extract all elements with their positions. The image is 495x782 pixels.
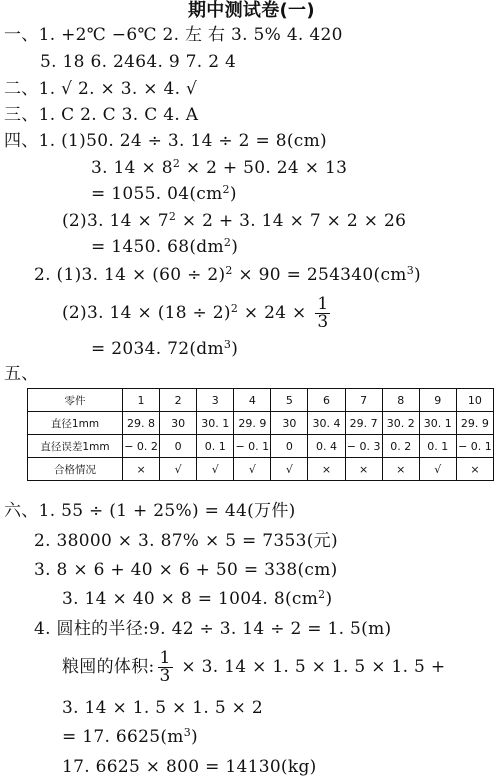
pass-status-cell: √ (271, 458, 308, 481)
part-number-cell: 10 (456, 389, 493, 412)
error-cell: 0 (271, 435, 308, 458)
diameter-cell: 29. 9 (234, 412, 271, 435)
answer-line-11 (62, 293, 333, 333)
expr-text: = 1055. 04(cm (91, 184, 223, 204)
exponent: 2 (222, 183, 230, 196)
fraction-denominator: 3 (317, 312, 329, 332)
pass-status-cell: √ (234, 458, 271, 481)
part-number-cell: 6 (308, 389, 345, 412)
error-cell: 0. 4 (308, 435, 345, 458)
diameter-cell: 30. 1 (419, 412, 456, 435)
part-number-cell: 7 (345, 389, 382, 412)
expr-text: (2)3. 14 × (18 ÷ 2) (62, 303, 231, 323)
expr-text: = 2034. 72(dm (91, 339, 224, 359)
table-row (28, 458, 494, 481)
error-cell: − 0. 1 (456, 435, 493, 458)
expr-text: 粮囤的体积: (62, 657, 155, 677)
diameter-cell: 30. 1 (197, 412, 234, 435)
table-row (28, 389, 494, 412)
error-cell: − 0. 1 (234, 435, 271, 458)
part-number-cell: 4 (234, 389, 271, 412)
diameter-cell: 29. 7 (345, 412, 382, 435)
answer-line-2: 5. 18 6. 2464. 9 7. 2 4 (40, 52, 237, 72)
expr-text: 3. 14 × 8 (91, 158, 173, 178)
fraction-one-third (158, 650, 173, 685)
answer-line-4: 三、1. C 2. C 3. C 4. A (4, 105, 199, 125)
answer-line-12 (91, 338, 238, 360)
part-number-cell: 2 (160, 389, 197, 412)
error-cell: 0. 1 (197, 435, 234, 458)
expr-text: ) (229, 184, 237, 204)
exponent: 3 (406, 264, 415, 277)
answer-line-14: 2. 38000 × 3. 87% × 5 = 7353(元) (34, 531, 338, 551)
error-cell: − 0. 2 (123, 435, 160, 458)
answer-line-7 (91, 183, 237, 205)
fraction-numerator: 1 (159, 648, 171, 668)
row-header: 合格情况 (28, 458, 123, 481)
exponent: 2 (318, 588, 326, 601)
expr-text: × 24 × (238, 303, 313, 323)
pass-status-cell: × (308, 458, 345, 481)
expr-text: 3. 14 × 40 × 8 = 1004. 8(cm (62, 589, 319, 609)
expr-text: × 2 + 50. 24 × 13 (180, 158, 348, 178)
expr-text: × 90 = 254340(cm (232, 265, 407, 285)
page-title: 期中测试卷(一) (188, 0, 315, 21)
answer-line-17: 4. 圆柱的半径:9. 42 ÷ 3. 14 ÷ 2 = 1. 5(m) (34, 619, 392, 639)
answer-line-13: 六、1. 55 ÷ (1 + 25%) = 44(万件) (4, 501, 296, 521)
exponent: 2 (223, 236, 232, 249)
error-cell: 0. 1 (419, 435, 456, 458)
table-row (28, 412, 494, 435)
diameter-cell: 30. 4 (308, 412, 345, 435)
expr-text: ) (231, 339, 239, 359)
exponent: 2 (172, 157, 181, 170)
row-header: 直径误差1mm (28, 435, 123, 458)
answer-line-20 (62, 726, 198, 748)
expr-text: × 3. 14 × 1. 5 × 1. 5 × 1. 5 + (175, 657, 446, 677)
answer-line-8 (62, 210, 406, 232)
expr-text: × 2 + 3. 14 × 7 × 2 × 26 (176, 211, 407, 231)
table-row (28, 435, 494, 458)
fraction-numerator: 1 (317, 294, 329, 314)
answer-line-18 (62, 647, 445, 687)
row-header: 零件 (28, 389, 123, 412)
fraction-one-third (315, 296, 330, 331)
exponent: 3 (223, 338, 232, 351)
answer-line-10 (34, 264, 421, 286)
pass-status-cell: √ (197, 458, 234, 481)
expr-text: ) (325, 589, 333, 609)
expr-text: 2. (1)3. 14 × (60 ÷ 2) (34, 265, 226, 285)
diameter-cell: 29. 8 (123, 412, 160, 435)
exponent: 2 (168, 210, 177, 223)
pass-status-cell: × (345, 458, 382, 481)
pass-status-cell: × (382, 458, 419, 481)
answer-line-5: 四、1. (1)50. 24 ÷ 3. 14 ÷ 2 = 8(cm) (4, 131, 327, 151)
row-header: 直径1mm (28, 412, 123, 435)
exponent: 3 (183, 726, 192, 739)
expr-text: = 17. 6625(m (62, 727, 184, 747)
part-number-cell: 1 (123, 389, 160, 412)
expr-text: (2)3. 14 × 7 (62, 211, 169, 231)
diameter-cell: 30. 2 (382, 412, 419, 435)
answer-line-3: 二、1. √ 2. × 3. × 4. √ (4, 79, 198, 99)
pass-status-cell: √ (160, 458, 197, 481)
exponent: 2 (225, 264, 233, 277)
error-cell: − 0. 3 (345, 435, 382, 458)
answer-line-16 (62, 588, 332, 610)
answer-line-1: 一、1. +2℃ −6℃ 2. 左 右 3. 5% 4. 420 (4, 25, 343, 45)
diameter-cell: 30 (160, 412, 197, 435)
exponent: 2 (230, 302, 239, 315)
answer-line-19: 3. 14 × 1. 5 × 1. 5 × 2 (62, 698, 264, 718)
answer-line-21: 17. 6625 × 800 = 14130(kg) (62, 757, 317, 777)
pass-status-cell: × (456, 458, 493, 481)
diameter-cell: 29. 9 (456, 412, 493, 435)
error-cell: 0 (160, 435, 197, 458)
parts-inspection-table (27, 388, 494, 481)
part-number-cell: 8 (382, 389, 419, 412)
expr-text: ) (191, 727, 198, 747)
expr-text: ) (231, 237, 239, 257)
part-number-cell: 3 (197, 389, 234, 412)
part-number-cell: 5 (271, 389, 308, 412)
diameter-cell: 30 (271, 412, 308, 435)
pass-status-cell: √ (419, 458, 456, 481)
part-number-cell: 9 (419, 389, 456, 412)
error-cell: 0. 2 (382, 435, 419, 458)
answer-line-6 (91, 157, 347, 179)
answer-line-15: 3. 8 × 6 + 40 × 6 + 50 = 338(cm) (34, 560, 338, 580)
answer-line-9 (91, 236, 238, 258)
section-five-label: 五、 (4, 364, 39, 384)
fraction-denominator: 3 (159, 666, 171, 686)
pass-status-cell: × (123, 458, 160, 481)
expr-text: = 1450. 68(dm (91, 237, 224, 257)
expr-text: ) (414, 265, 421, 285)
